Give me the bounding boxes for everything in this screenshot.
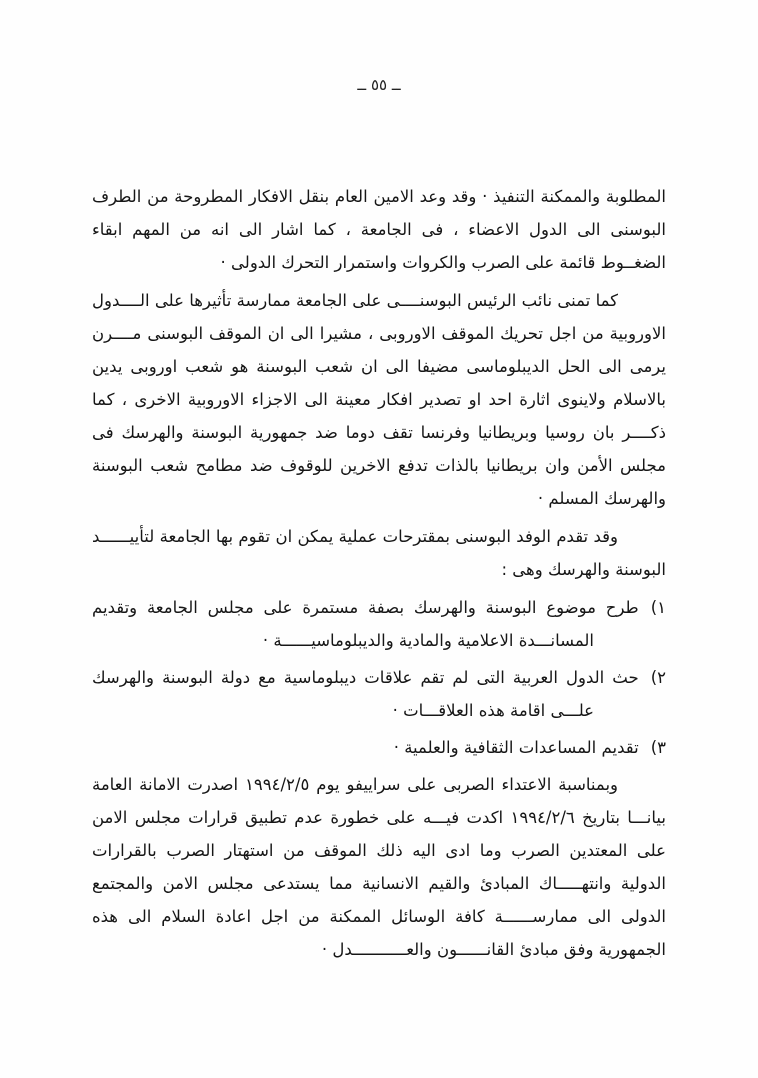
list-item-number: ١) [650, 598, 666, 617]
list-item [92, 661, 666, 727]
list-item-number: ٣) [650, 738, 666, 757]
list-item-text: حث الدول العربية التى لم تقم علاقات ديبلوماسية مع دولة البوسنة والهرسك علـــى اقامة هذه العلاقـــات · [92, 668, 639, 720]
list-item-text: تقديم المساعدات الثقافية والعلمية · [393, 738, 639, 757]
paragraph-bosnian-proposals-intro: وقد تقدم الوفد البوسنى بمقترحات عملية يمكن ان تقوم بها الجامعة لتأييــــــد البوسنة والهرسك وهى : [92, 527, 666, 579]
document-body [92, 180, 666, 971]
list-item [92, 731, 666, 764]
list-item [92, 591, 666, 657]
proposals-list [92, 591, 666, 764]
paragraph-vice-president-wish: كما تمنى نائب الرئيس البوسنــــى على الجامعة ممارسة تأثيرها على الــــدول الاوروبية من اجل تحريك الموقف الاوروبى ، مشيرا الى ان الموقف البوسنى مــــرن يرمى الى الحل الديبلوماسى مضيفا الى ان شعب البوسنة هو شعب اوروبى يدين بالاسلام ولاينوى اثارة احد او تصدير افكار معينة الى الاجزاء الاوروبية الاخرى ، كما ذكــــر بان روسيا وبريطانيا وفرنسا تقف دوما ضد جمهورية البوسنة والهرسك فى مجلس الأمن وان بريطانيا بالذات تدفع الاخرين للوقوف ضد مطامح شعب البوسنة والهرسك المسلم · [92, 291, 666, 508]
list-item-number: ٢) [650, 668, 666, 687]
list-item-text: طرح موضوع البوسنة والهرسك بصفة مستمرة على مجلس الجامعة وتقديم المسانـــدة الاعلامية والمادية والديبلوماسيــــــة · [92, 598, 639, 650]
paragraph-secretary-general: المطلوبة والممكنة التنفيذ · وقد وعد الامين العام بنقل الافكار المطروحة من الطرف البوسنى الى الدول الاعضاء ، فى الجامعة ، كما اشار الى انه من المهم ابقاء الضغــوط قائمة على الصرب والكروات واستمرار التحرك الدولى · [92, 187, 666, 272]
paragraph-sarajevo-attack-statement: وبمناسبة الاعتداء الصربى على سراييفو يوم ١٩٩٤/٢/٥ اصدرت الامانة العامة بيانـــا بتاريخ ١٩٩٤/٢/٦ اكدت فيـــه على خطورة عدم تطبيق قرارات مجلس الامن على المعتدين الصرب وما ادى اليه ذلك الموقف من استهتار الصرب بالقرارات الدولية وانتهـــــاك المبادئ والقيم الانسانية مما يستدعى مجلس الامن والمجتمع الدولى الى ممارســــــة كافة الوسائل الممكنة من اجل اعادة السلام الى هذه الجمهورية وفق مبادئ القانــــــون والعـــــــــــدل · [92, 775, 666, 959]
page-number: ــ ٥٥ ــ [357, 76, 401, 94]
